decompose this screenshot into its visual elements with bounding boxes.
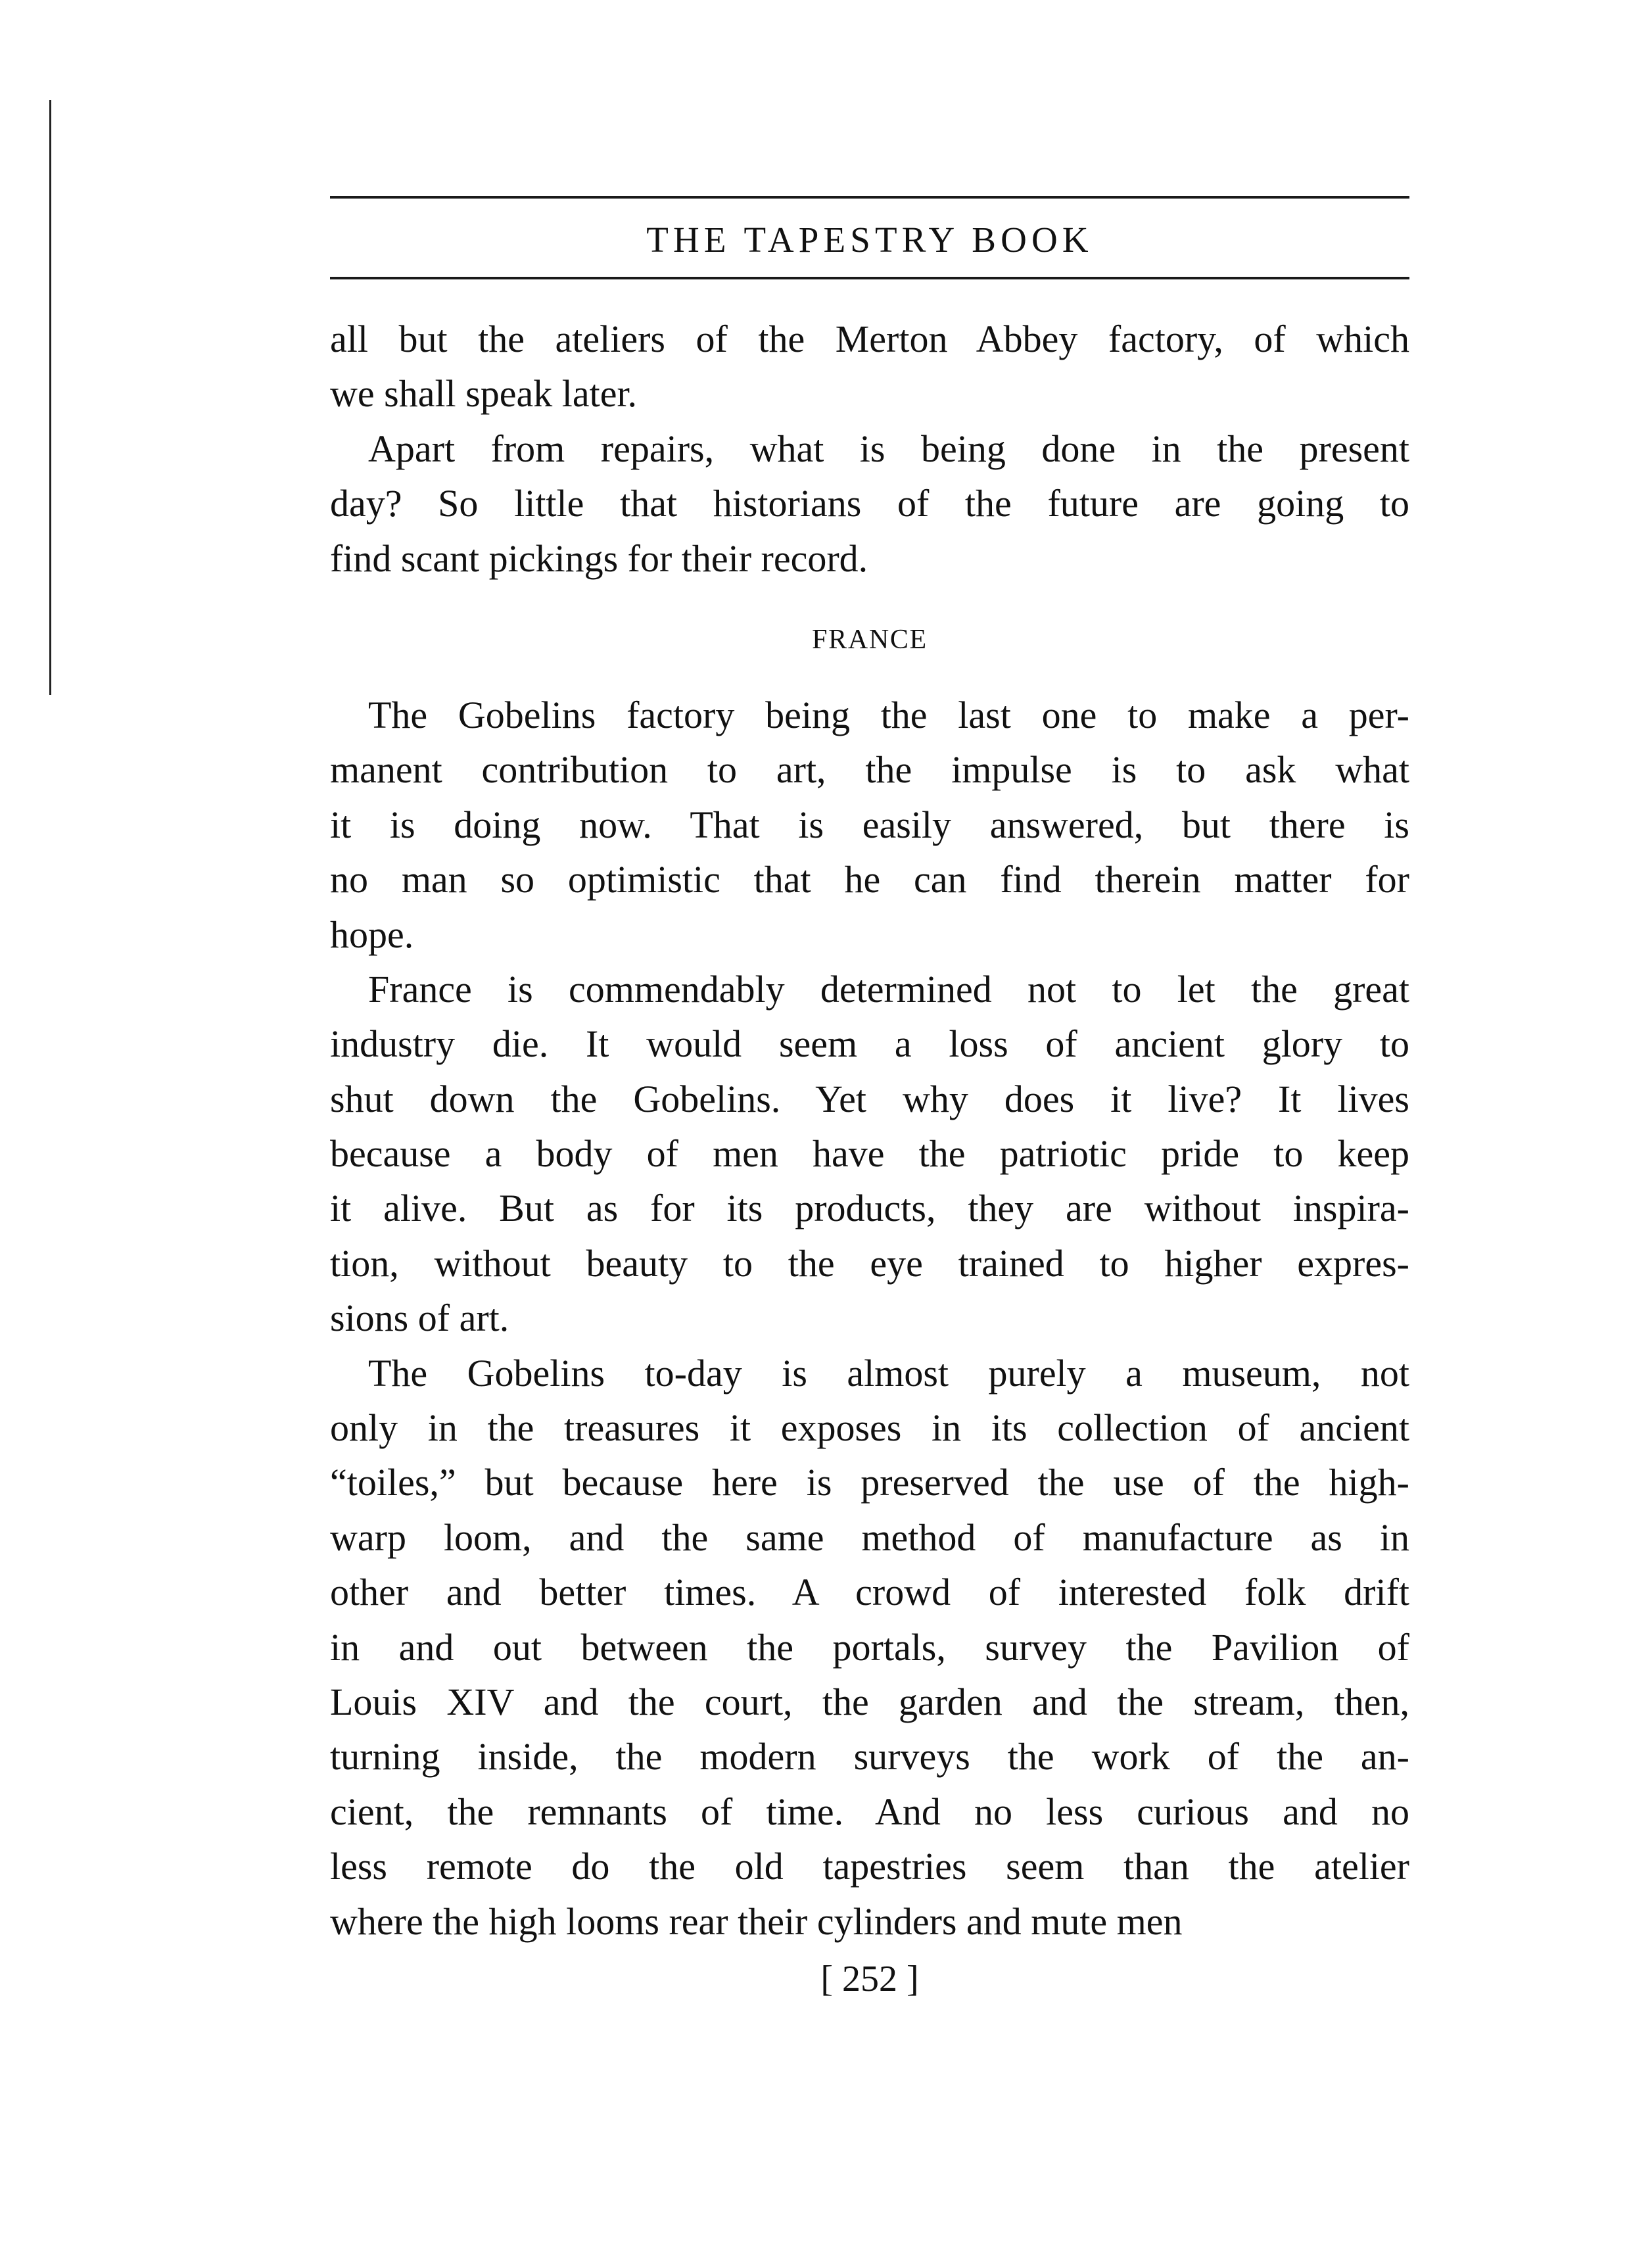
text-line: Apart from repairs, what is being done in the present xyxy=(368,427,1409,470)
text-line: we shall speak later. xyxy=(330,372,638,416)
text-line: France is commendably determined not to let the great xyxy=(368,967,1409,1011)
header-rule-bottom xyxy=(330,277,1409,279)
text-line: only in the treasures it exposes in its collection of ancient xyxy=(330,1406,1409,1450)
text-line: warp loom, and the same method of manufacture as in xyxy=(330,1515,1409,1559)
text-line: manent contribution to art, the impulse is to ask what xyxy=(330,748,1409,792)
text-line: turning inside, the modern surveys the work of the an- xyxy=(330,1735,1409,1778)
text-line: The Gobelins to-day is almost purely a museum, not xyxy=(368,1351,1409,1395)
text-line: other and better times. A crowd of interested folk drift xyxy=(330,1571,1409,1614)
text-line: hope. xyxy=(330,913,414,956)
text-line: because a body of men have the patriotic pride to keep xyxy=(330,1132,1409,1176)
section-heading: FRANCE xyxy=(812,624,928,655)
scan-margin-line xyxy=(49,100,51,695)
text-line: find scant pickings for their record. xyxy=(330,537,868,580)
text-line: shut down the Gobelins. Yet why does it live? It lives xyxy=(330,1077,1409,1120)
header-rule-top xyxy=(330,196,1409,199)
text-line: less remote do the old tapestries seem than the atelier xyxy=(330,1845,1409,1888)
running-head: THE TAPESTRY BOOK xyxy=(646,220,1093,260)
text-line: cient, the remnants of time. And no less curious and no xyxy=(330,1790,1409,1833)
page-number: [ 252 ] xyxy=(820,1959,919,1999)
text-line: all but the ateliers of the Merton Abbey factory, of which xyxy=(330,318,1409,360)
text-line: where the high looms rear their cylinders and mute men xyxy=(330,1899,1183,1943)
text-line: Louis XIV and the court, the garden and the stream, then, xyxy=(330,1680,1409,1723)
text-line: tion, without beauty to the eye trained to higher expres- xyxy=(330,1241,1409,1285)
text-line: sions of art. xyxy=(330,1297,509,1340)
text-line: industry die. It would seem a loss of ancient glory to xyxy=(330,1022,1409,1066)
text-line: it is doing now. That is easily answered, but there is xyxy=(330,803,1409,846)
text-line: day? So little that historians of the future are going to xyxy=(330,482,1409,525)
page-body xyxy=(330,312,1409,1949)
text-line: no man so optimistic that he can find therein matter for xyxy=(330,858,1409,901)
text-line: in and out between the portals, survey the Pavilion of xyxy=(330,1625,1409,1669)
text-line: “toiles,” but because here is preserved the use of the high- xyxy=(330,1461,1409,1504)
text-line: The Gobelins factory being the last one to make a per- xyxy=(368,693,1409,736)
text-line: it alive. But as for its products, they are without inspira- xyxy=(330,1187,1409,1230)
